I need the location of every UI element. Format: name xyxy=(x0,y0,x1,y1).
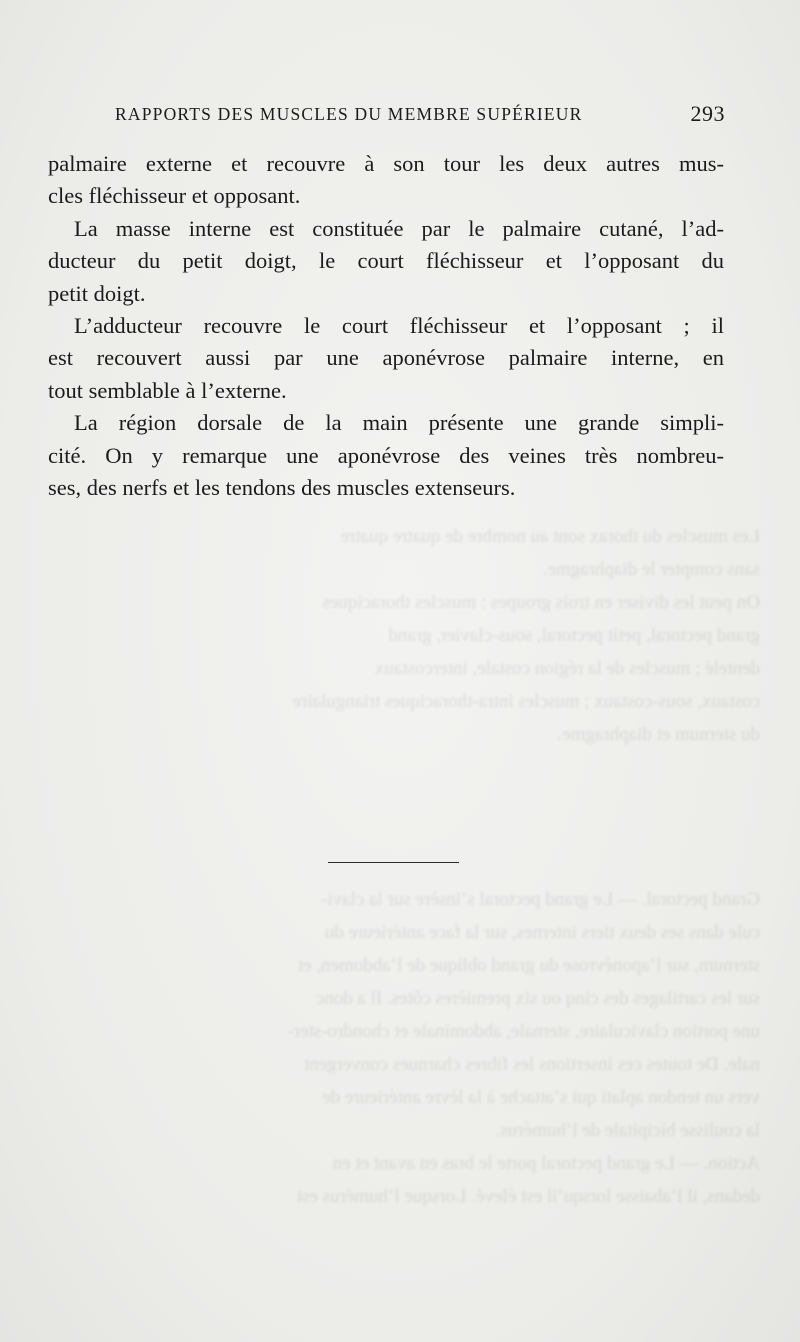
text-line: L’adducteur recouvre le court fléchisseur et l’opposant ; il xyxy=(74,312,724,338)
body-text xyxy=(48,148,724,504)
paragraph xyxy=(48,148,724,213)
paragraph xyxy=(48,213,724,310)
running-title: RAPPORTS DES MUSCLES DU MEMBRE SUPÉRIEUR xyxy=(115,104,583,124)
text-line: La région dorsale de la main présente une grande simpli- xyxy=(74,410,724,436)
text-line: palmaire externe et recouvre à son tour les deux autres mus- xyxy=(48,151,724,176)
text-line: petit doigt. xyxy=(48,280,146,306)
text-line: ses, des nerfs et les tendons des muscles extenseurs. xyxy=(48,474,516,500)
text-line: ducteur du petit doigt, le court fléchisseur et l’opposant du xyxy=(48,248,724,274)
text-line: cité. On y remarque une aponévrose des veines très nombreu- xyxy=(48,442,724,468)
paragraph xyxy=(48,310,724,407)
text-line: cles fléchisseur et opposant. xyxy=(48,183,301,209)
page-number: 293 xyxy=(690,101,725,126)
text-line: est recouvert aussi par une aponévrose palmaire interne, en xyxy=(48,345,724,371)
text-line: La masse interne est constituée par le palmaire cutané, l’ad- xyxy=(74,215,724,241)
text-line: tout semblable à l’externe. xyxy=(48,377,287,403)
section-divider xyxy=(328,862,459,863)
paragraph xyxy=(48,407,724,504)
show-through-text: Les muscles du thorax sont au nombre de quatre quatre sans compter le diaphragme. On peut les diviser en trois groupes : muscles thoraciques grand pectoral, petit pectoral, sous-clavier, grand dentelé ; muscles de la région costale, intercostaux costaux, sous-costaux ; muscles intra-thoraciques triangulaire du sternum et diaphragme. Grand pectoral. — Le grand pectoral s’insère sur la clavi- cule dans ses deux tiers internes, sur la face antérieure du sternum, sur l’aponévrose du grand oblique de l’abdomen, et sur les cartilages des cinq ou six premières côtes. Il a donc une portion claviculaire, sternale, abdominale et chondro-ster- nale. De toutes ces insertions les fibres charnues convergent vers un tendon aplati qui s’attache à la lèvre antérieure de la coulisse bicipitale de l’humérus. Action. — Le grand pectoral porte le bras en avant et en dedans, il l’abaisse lorsqu’il est élevé. Lorsque l’humérus est xyxy=(287,526,760,1207)
